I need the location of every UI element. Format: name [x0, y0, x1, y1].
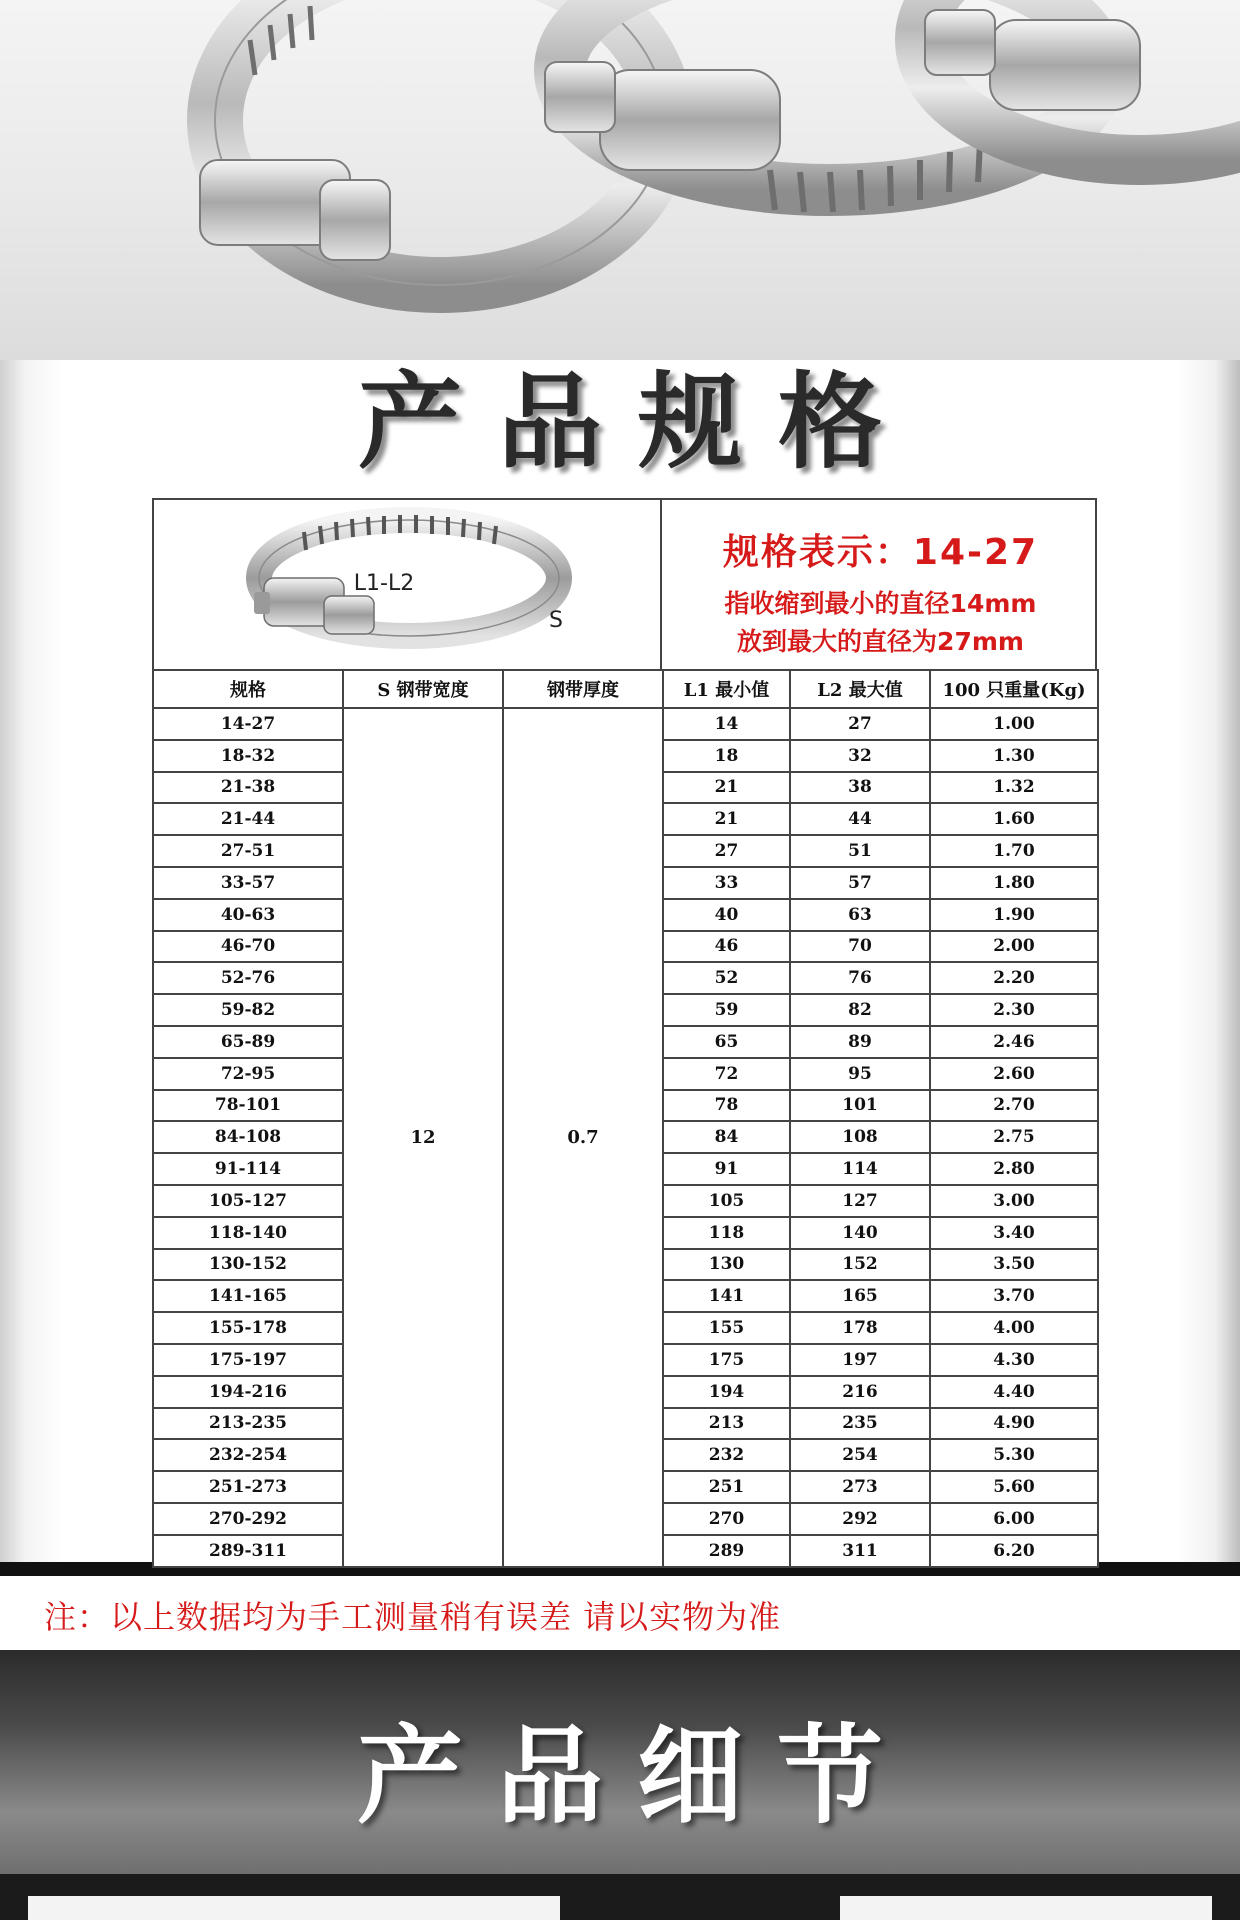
cell-band-width: 12 [343, 708, 503, 1567]
cell-spec: 91-114 [153, 1153, 343, 1185]
cell-weight: 3.70 [930, 1280, 1098, 1312]
cell-spec: 78-101 [153, 1090, 343, 1122]
cell-l1-min: 46 [663, 931, 790, 963]
cell-l2-max: 95 [790, 1058, 930, 1090]
cell-l2-max: 216 [790, 1376, 930, 1408]
cell-l2-max: 108 [790, 1121, 930, 1153]
cell-spec: 27-51 [153, 835, 343, 867]
cell-l2-max: 27 [790, 708, 930, 740]
cell-l2-max: 311 [790, 1535, 930, 1567]
detail-image-left [28, 1896, 560, 1920]
cell-l1-min: 141 [663, 1280, 790, 1312]
cell-weight: 1.80 [930, 867, 1098, 899]
cell-l2-max: 178 [790, 1312, 930, 1344]
cell-spec: 59-82 [153, 994, 343, 1026]
cell-l2-max: 114 [790, 1153, 930, 1185]
clamp-diagram [154, 500, 662, 669]
cell-spec: 130-152 [153, 1249, 343, 1281]
cell-l2-max: 89 [790, 1026, 930, 1058]
cell-l2-max: 51 [790, 835, 930, 867]
cell-spec: 118-140 [153, 1217, 343, 1249]
cell-weight: 2.60 [930, 1058, 1098, 1090]
cell-spec: 46-70 [153, 931, 343, 963]
cell-weight: 1.00 [930, 708, 1098, 740]
cell-spec: 251-273 [153, 1471, 343, 1503]
cell-spec: 232-254 [153, 1439, 343, 1471]
cell-l1-min: 105 [663, 1185, 790, 1217]
cell-l2-max: 57 [790, 867, 930, 899]
cell-l1-min: 18 [663, 740, 790, 772]
cell-band-thickness: 0.7 [503, 708, 663, 1567]
detail-image-right [840, 1896, 1212, 1920]
cell-weight: 5.60 [930, 1471, 1098, 1503]
cell-l1-min: 213 [663, 1408, 790, 1440]
cell-weight: 2.00 [930, 931, 1098, 963]
cell-spec: 72-95 [153, 1058, 343, 1090]
cell-l2-max: 292 [790, 1503, 930, 1535]
cell-weight: 1.30 [930, 740, 1098, 772]
cell-spec: 21-38 [153, 772, 343, 804]
measurement-note: 注：以上数据均为手工测量稍有误差 请以实物为准 [44, 1598, 782, 1636]
cell-weight: 3.00 [930, 1185, 1098, 1217]
cell-spec: 141-165 [153, 1280, 343, 1312]
cell-l2-max: 197 [790, 1344, 930, 1376]
cell-l1-min: 130 [663, 1249, 790, 1281]
cell-weight: 6.20 [930, 1535, 1098, 1567]
cell-weight: 3.50 [930, 1249, 1098, 1281]
cell-l2-max: 38 [790, 772, 930, 804]
hose-clamp-illustration [0, 0, 1240, 360]
cell-weight: 2.80 [930, 1153, 1098, 1185]
spec-header-box [152, 498, 1097, 669]
spec-desc-max: 放到最大的直径为27mm [737, 627, 1024, 656]
cell-weight: 3.40 [930, 1217, 1098, 1249]
product-photo [0, 0, 1240, 360]
cell-spec: 33-57 [153, 867, 343, 899]
cell-l1-min: 72 [663, 1058, 790, 1090]
cell-l2-max: 254 [790, 1439, 930, 1471]
cell-l1-min: 14 [663, 708, 790, 740]
header-band-width: S 钢带宽度 [343, 670, 503, 708]
cell-l2-max: 165 [790, 1280, 930, 1312]
cell-weight: 1.90 [930, 899, 1098, 931]
header-spec: 规格 [153, 670, 343, 708]
cell-l1-min: 175 [663, 1344, 790, 1376]
cell-weight: 4.40 [930, 1376, 1098, 1408]
cell-spec: 21-44 [153, 803, 343, 835]
cell-spec: 213-235 [153, 1408, 343, 1440]
header-l2-max: L2 最大值 [790, 670, 930, 708]
table-row [153, 708, 1098, 740]
cell-spec: 84-108 [153, 1121, 343, 1153]
cell-l2-max: 63 [790, 899, 930, 931]
cell-l1-min: 21 [663, 772, 790, 804]
cell-l1-min: 33 [663, 867, 790, 899]
cell-weight: 2.75 [930, 1121, 1098, 1153]
cell-weight: 2.20 [930, 962, 1098, 994]
spec-section-title: 产品规格 [357, 361, 918, 483]
cell-weight: 2.30 [930, 994, 1098, 1026]
cell-l1-min: 65 [663, 1026, 790, 1058]
cell-l1-min: 289 [663, 1535, 790, 1567]
header-weight: 100 只重量(Kg) [930, 670, 1098, 708]
header-band-thickness: 钢带厚度 [503, 670, 663, 708]
cell-l2-max: 101 [790, 1090, 930, 1122]
cell-spec: 105-127 [153, 1185, 343, 1217]
cell-l1-min: 194 [663, 1376, 790, 1408]
cell-l2-max: 273 [790, 1471, 930, 1503]
cell-l1-min: 84 [663, 1121, 790, 1153]
cell-spec: 18-32 [153, 740, 343, 772]
cell-l2-max: 76 [790, 962, 930, 994]
cell-spec: 155-178 [153, 1312, 343, 1344]
cell-l2-max: 70 [790, 931, 930, 963]
cell-spec: 52-76 [153, 962, 343, 994]
table-header-row [153, 670, 1098, 708]
cell-weight: 6.00 [930, 1503, 1098, 1535]
cell-l1-min: 155 [663, 1312, 790, 1344]
cell-weight: 4.30 [930, 1344, 1098, 1376]
cell-spec: 270-292 [153, 1503, 343, 1535]
cell-l2-max: 82 [790, 994, 930, 1026]
cell-spec: 40-63 [153, 899, 343, 931]
spec-explanation [664, 500, 1097, 669]
detail-section-title: 产品细节 [357, 1715, 917, 1838]
cell-l1-min: 78 [663, 1090, 790, 1122]
clamp-diagram-illustration [154, 500, 662, 669]
cell-weight: 4.90 [930, 1408, 1098, 1440]
diagram-width-label: S [549, 608, 563, 633]
diagram-range-label: L1-L2 [353, 571, 415, 596]
cell-l1-min: 52 [663, 962, 790, 994]
cell-spec: 289-311 [153, 1535, 343, 1567]
spec-expression: 规格表示：14-27 [722, 532, 1039, 573]
cell-l1-min: 251 [663, 1471, 790, 1503]
cell-spec: 14-27 [153, 708, 343, 740]
cell-weight: 1.60 [930, 803, 1098, 835]
spec-table [152, 669, 1099, 1568]
cell-l1-min: 21 [663, 803, 790, 835]
cell-spec: 175-197 [153, 1344, 343, 1376]
cell-l2-max: 235 [790, 1408, 930, 1440]
cell-l1-min: 118 [663, 1217, 790, 1249]
cell-spec: 194-216 [153, 1376, 343, 1408]
cell-weight: 2.46 [930, 1026, 1098, 1058]
cell-l2-max: 44 [790, 803, 930, 835]
cell-l1-min: 91 [663, 1153, 790, 1185]
table-body [153, 708, 1098, 1567]
cell-l2-max: 152 [790, 1249, 930, 1281]
cell-weight: 5.30 [930, 1439, 1098, 1471]
cell-weight: 4.00 [930, 1312, 1098, 1344]
cell-l1-min: 27 [663, 835, 790, 867]
cell-l1-min: 59 [663, 994, 790, 1026]
cell-spec: 65-89 [153, 1026, 343, 1058]
cell-l1-min: 232 [663, 1439, 790, 1471]
cell-l2-max: 32 [790, 740, 930, 772]
cell-weight: 1.32 [930, 772, 1098, 804]
cell-l1-min: 270 [663, 1503, 790, 1535]
cell-l2-max: 140 [790, 1217, 930, 1249]
header-l1-min: L1 最小值 [663, 670, 790, 708]
cell-weight: 1.70 [930, 835, 1098, 867]
cell-l2-max: 127 [790, 1185, 930, 1217]
cell-l1-min: 40 [663, 899, 790, 931]
spec-desc-min: 指收缩到最小的直径14mm [724, 589, 1037, 618]
cell-weight: 2.70 [930, 1090, 1098, 1122]
